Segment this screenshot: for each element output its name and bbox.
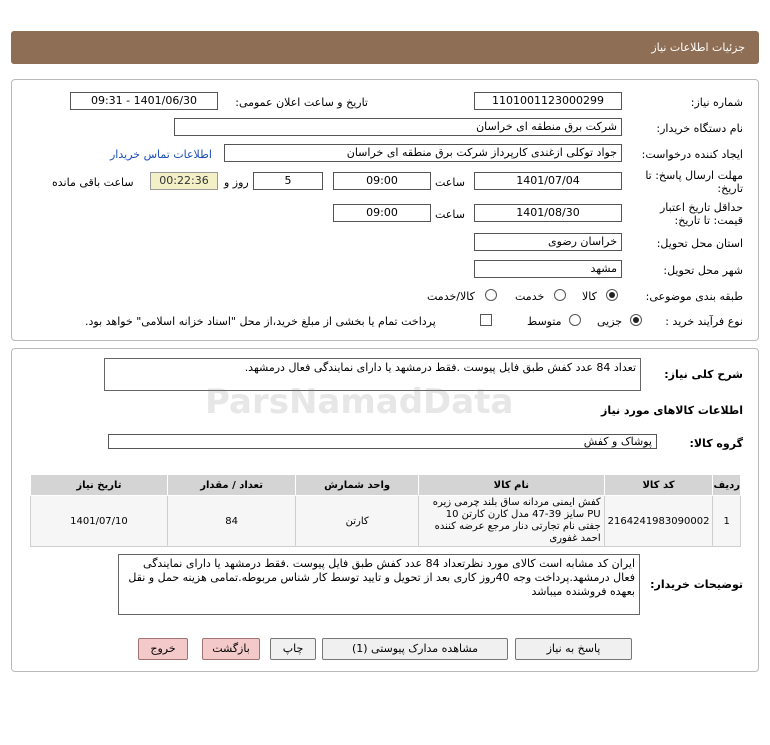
category-option-goods: کالا (582, 290, 597, 303)
validity-time-field: 09:00 (333, 204, 431, 222)
purchase-radio-minor[interactable] (630, 314, 642, 326)
col-qty: تعداد / مقدار (167, 475, 295, 496)
buyer-org-field: شرکت برق منطقه ای خراسان (174, 118, 622, 136)
goods-group-label: گروه کالا: (689, 437, 743, 450)
goods-section-title: اطلاعات کالاهای مورد نیاز (601, 404, 743, 417)
treasury-payment-note: پرداخت تمام یا بخشی از مبلغ خرید،از محل "اسناد خزانه اسلامی" خواهد بود. (85, 315, 436, 328)
days-label: روز و (224, 176, 249, 189)
exit-button[interactable]: خروج (138, 638, 188, 660)
validity-label-date: قیمت: تا تاریخ: (674, 214, 743, 227)
need-number-label: شماره نیاز: (690, 96, 743, 109)
buyer-org-label: نام دستگاه خریدار: (656, 122, 743, 135)
creator-field: جواد توکلی ازغندی کارپرداز شرکت برق منطقه ای خراسان (224, 144, 622, 162)
category-option-service: خدمت (515, 290, 545, 303)
validity-label: حداقل تاریخ اعتبار (659, 201, 743, 214)
category-radio-service[interactable] (554, 289, 566, 301)
summary-text: تعداد 84 عدد کفش طبق فایل پیوست .فقط درمشهد یا دارای نمایندگی فعال درمشهد. (104, 358, 641, 391)
remaining-timer: 00:22:36 (150, 172, 218, 190)
province-label: استان محل تحویل: (656, 237, 743, 250)
summary-label: شرح کلی نیاز: (664, 368, 743, 381)
table-row (31, 496, 741, 547)
col-name: نام کالا (419, 475, 605, 496)
cell-unit: کارتن (296, 496, 419, 547)
validity-time-label: ساعت (435, 208, 465, 221)
cell-name: کفش ایمنی مردانه ساق بلند چرمی زیره PU سایز 39-47 مدل کارن کارتن 10 جفتی نام تجارتی دنار مرجع عرضه کننده احمد غفوری (419, 496, 605, 547)
buyer-notes-label: توضیحات خریدار: (650, 578, 743, 591)
need-number-field: 1101001123000299 (474, 92, 622, 110)
deadline-label: مهلت ارسال پاسخ: تا (645, 169, 743, 182)
city-label: شهر محل تحویل: (663, 264, 743, 277)
deadline-date-field: 1401/07/04 (474, 172, 622, 190)
purchase-radio-medium[interactable] (569, 314, 581, 326)
table-header-row (31, 475, 741, 496)
cell-qty: 84 (167, 496, 295, 547)
announce-field: 1401/06/30 - 09:31 (70, 92, 218, 110)
announce-label: تاریخ و ساعت اعلان عمومی: (235, 96, 368, 109)
cell-code: 2164241983090002 (604, 496, 713, 547)
days-field: 5 (253, 172, 323, 190)
category-radio-goods-service[interactable] (485, 289, 497, 301)
creator-label: ایجاد کننده درخواست: (641, 148, 743, 161)
deadline-time-field: 09:00 (333, 172, 431, 190)
city-field: مشهد (474, 260, 622, 278)
category-radio-goods[interactable] (606, 289, 618, 301)
province-field: خراسان رضوی (474, 233, 622, 251)
buyer-notes-text: ایران کد مشابه است کالای مورد نظرتعداد 84 عدد کفش طبق فایل پیوست .فقط درمشهد یا دارای نمایندگی فعال درمشهد.پرداخت وجه 40روز کاری بعد از تحویل و تایید توسط کار شناس مربوطه.تمامی هزینه حمل و نقل بعهده فروشنده میباشد (118, 554, 640, 615)
col-row: ردیف (713, 475, 741, 496)
deadline-label-date: تاریخ: (717, 182, 743, 195)
back-button[interactable]: بازگشت (202, 638, 260, 660)
cell-date: 1401/07/10 (31, 496, 168, 547)
col-unit: واحد شمارش (296, 475, 419, 496)
page-title: جزئیات اطلاعات نیاز (651, 41, 745, 54)
remaining-label: ساعت باقی مانده (52, 176, 134, 189)
buyer-contact-link[interactable]: اطلاعات تماس خریدار (110, 148, 212, 161)
category-label: طبقه بندی موضوعی: (645, 290, 743, 303)
validity-date-field: 1401/08/30 (474, 204, 622, 222)
print-button[interactable]: چاپ (270, 638, 316, 660)
purchase-option-minor: جزیی (597, 315, 623, 328)
attachments-button[interactable]: مشاهده مدارک پیوستی (1) (322, 638, 508, 660)
col-date: تاریخ نیاز (31, 475, 168, 496)
category-option-goods-service: کالا/خدمت (427, 290, 475, 303)
deadline-time-label: ساعت (435, 176, 465, 189)
col-code: کد کالا (604, 475, 713, 496)
treasury-payment-checkbox[interactable] (480, 314, 492, 326)
header-panel (11, 31, 759, 64)
purchase-type-label: نوع فرآیند خرید : (665, 315, 743, 328)
reply-button[interactable]: پاسخ به نیاز (515, 638, 632, 660)
goods-group-field: پوشاک و کفش (108, 434, 657, 449)
purchase-option-medium: متوسط (527, 315, 562, 328)
cell-row: 1 (713, 496, 741, 547)
goods-table (30, 474, 741, 547)
